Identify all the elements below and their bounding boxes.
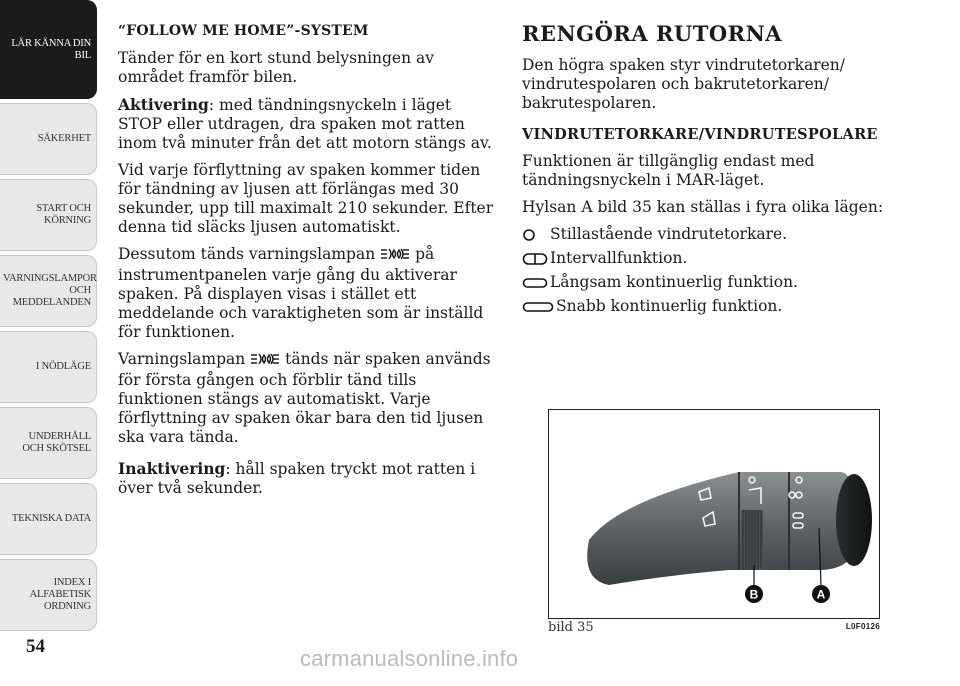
callout-b [745, 585, 763, 603]
tab-sakerhet[interactable] [0, 103, 97, 175]
wiper-fast-icon [522, 300, 556, 314]
follow-me-home-lamp-icon [380, 247, 410, 266]
mode-item-off [522, 225, 922, 244]
mode-label: Intervallfunktion. [550, 249, 688, 267]
right-column [522, 22, 922, 321]
intro-paragraph: Den högra spaken styr vindrutetorkaren/ vindrutespolaren och bakrutetorkaren/ bakrutespolaren. [522, 56, 845, 112]
warning-paragraph-1 [118, 245, 498, 342]
wiper-slow-icon [522, 276, 550, 290]
follow-me-home-lamp-icon [250, 352, 280, 371]
tab-varningslampor[interactable] [0, 255, 97, 327]
left-column [118, 22, 498, 506]
tab-label: VARNINGSLAMPOR OCH MEDDELANDEN [3, 273, 97, 308]
stalk-body [587, 472, 849, 585]
chapter-sidebar [0, 0, 100, 686]
callout-a [812, 585, 830, 603]
page-title: RENGÖRA RUTORNA [522, 21, 783, 46]
activation-label: Aktivering [118, 95, 209, 114]
tab-underhall-och-skotsel[interactable] [0, 407, 97, 479]
tab-label: TEKNISKA DATA [11, 513, 91, 524]
mode-label: Snabb kontinuerlig funktion. [556, 297, 783, 315]
extension-paragraph: Vid varje förflyttning av spaken kommer tiden för tändning av ljusen att förlängas med 30 sekunder, upp till maximalt 210 sekunder. Efter denna tid släcks ljusen automatiskt. [118, 161, 494, 236]
wiper-stalk-illustration [549, 410, 879, 618]
tab-label: INDEX I ALFABETISK ORDNING [29, 577, 91, 612]
deactivation-label: Inaktivering [118, 459, 226, 478]
wiper-off-icon [522, 228, 550, 242]
intro-paragraph: Tänder för en kort stund belysningen av området framför bilen. [118, 49, 435, 86]
activation-text: : med tändningsnyckeln i läget STOP eller utdragen, dra spaken mot ratten inom två minuter från det att motorn stängs av. [118, 96, 492, 152]
warning-paragraph-2 [118, 350, 498, 447]
tab-label: I NÖDLÄGE [35, 361, 91, 372]
warning-text-before: Dessutom tänds varningslampan [118, 245, 376, 263]
section-heading: “FOLLOW ME HOME”-SYSTEM [118, 23, 369, 39]
tab-label: UNDERHÅLL OCH SKÖTSEL [22, 431, 91, 454]
warning-text-after: på instrumentpanelen varje gång du aktiverar spaken. På displayen visas i stället ett meddelande och varaktigheten som är inställd för funktionen. [118, 245, 484, 341]
mode-item-slow [522, 273, 922, 292]
mode-item-interval [522, 249, 922, 268]
tab-start-och-korning[interactable] [0, 179, 97, 251]
warning-text-after: tänds när spaken används för första gången och förblir tänd tills funktionen stängs av automatiskt. Varje förflyttning av spaken ökar bara den tid ljusen ska vara tända. [118, 350, 491, 446]
figure-code: L0F0126 [845, 622, 880, 631]
figure-caption [548, 620, 880, 635]
knurled-ring [741, 510, 763, 570]
tab-label: SÄKERHET [37, 133, 91, 144]
mode-label: Långsam kontinuerlig funktion. [550, 273, 798, 291]
mode-item-fast [522, 297, 922, 316]
watermark: carmanualsonline.info [300, 646, 519, 671]
tab-lar-kanna-din-bil[interactable] [0, 0, 97, 99]
callout-b-label: B [749, 587, 759, 602]
stalk-end-cap [836, 474, 872, 566]
tab-label: START OCH KÖRNING [36, 203, 91, 226]
availability-paragraph: Funktionen är tillgänglig endast med tändningsnyckeln i MAR-läget. [522, 152, 815, 189]
deactivation-text: : håll spaken tryckt mot ratten i över två sekunder. [118, 460, 476, 497]
wiper-interval-icon [522, 252, 550, 266]
warning-text-before: Varningslampan [118, 350, 246, 368]
mode-label: Stillastående vindrutetorkare. [550, 225, 788, 243]
positions-intro: Hylsan A bild 35 kan ställas i fyra olika lägen: [522, 198, 884, 216]
figure-wiper-stalk [548, 409, 880, 619]
tab-index[interactable] [0, 559, 97, 631]
caption-text: bild 35 [548, 620, 594, 635]
callout-a-label: A [816, 587, 826, 602]
tab-i-nodlage[interactable] [0, 331, 97, 403]
section-heading: VINDRUTETORKARE/VINDRUTESPOLARE [522, 126, 878, 143]
tab-tekniska-data[interactable] [0, 483, 97, 555]
deactivation-paragraph [118, 459, 498, 498]
tab-label: LÄR KÄNNA DIN BIL [11, 37, 91, 61]
activation-paragraph [118, 95, 498, 153]
page-number: 54 [26, 636, 45, 657]
